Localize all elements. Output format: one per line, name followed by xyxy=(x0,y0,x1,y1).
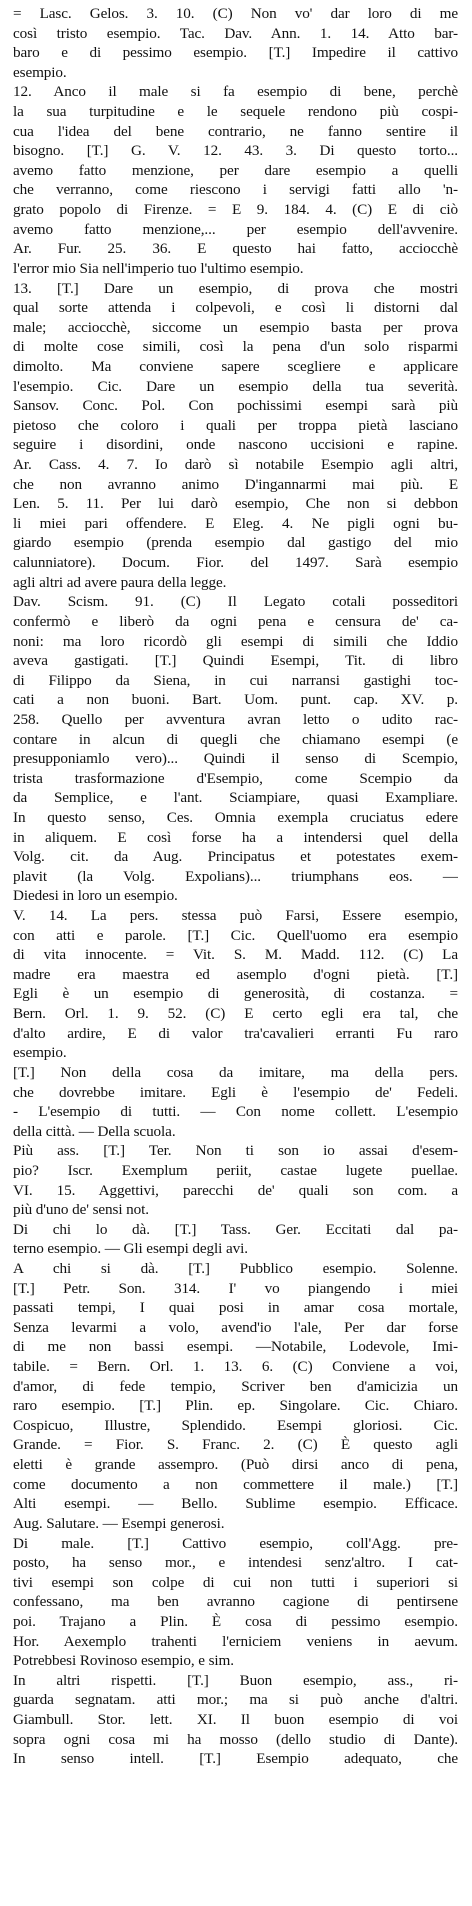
text-line: cua l'idea del bene contrario, ne fanno sentire il xyxy=(13,122,458,140)
text-line: Più ass. [T.] Ter. Non ti son io assai d'esem- xyxy=(13,1142,458,1160)
text-line: 258. Quello per avventura avran letto o udito rac- xyxy=(13,710,458,728)
text-line: contare in alcun di quegli che chiamano esempi (e xyxy=(13,730,458,748)
text-line: la sua turpitudine e le sequele rendono più cospi- xyxy=(13,103,458,121)
text-line: Cospicuo, Illustre, Splendido. Esempi gloriosi. Cic. xyxy=(13,1416,458,1434)
text-line: seguire i disordini, onde nascono uccisioni e rapine. xyxy=(13,436,458,454)
text-line: che dovrebbe imitare. Egli è l'esempio de' Fedeli. xyxy=(13,1083,458,1101)
text-line: grato popolo di Firenze. = E 9. 184. 4. (C) E di ciò xyxy=(13,201,458,219)
text-line: di vita innocente. = Vit. S. M. Madd. 112. (C) La xyxy=(13,946,458,964)
text-line: esempio. xyxy=(13,1044,67,1062)
text-line: V. 14. La pers. stessa può Farsi, Essere esempio, xyxy=(13,907,458,925)
text-line: Dav. Scism. 91. (C) Il Legato cotali posseditori xyxy=(13,593,458,611)
text-line: terno esempio. — Gli esempi degli avi. xyxy=(13,1240,248,1258)
text-line: cati a non buoni. Bart. Uom. punt. cap. XV. p. xyxy=(13,691,458,709)
text-line: che non avranno animo D'ingannarmi mai più. E xyxy=(13,475,458,493)
text-line: baro e di pessimo esempio. [T.] Impedire il cattivo xyxy=(13,44,458,62)
text-line: come documento a non commettere il male.) [T.] xyxy=(13,1475,458,1493)
text-line: in aliquem. E così forse ha a intendersi quel della xyxy=(13,828,458,846)
text-line: tabile. = Bern. Orl. 1. 13. 6. (C) Conviene a voi, xyxy=(13,1358,458,1376)
text-line: Diedesi in loro un esempio. xyxy=(13,887,178,905)
text-line: Hor. Aexemplo trahenti l'erniciem veniens in aevum. xyxy=(13,1632,458,1650)
text-line: Len. 5. 11. Per lui darò esempio, Che non si debbon xyxy=(13,495,458,513)
text-line: con atti e parole. [T.] Cic. Quell'uomo era esempio xyxy=(13,926,458,944)
text-line: l'error mio Sia nell'imperio tuo l'ultimo esempio. xyxy=(13,259,304,277)
text-line: poi. Trajano a Plin. È cosa di pessimo esempio. xyxy=(13,1612,458,1630)
text-line: Senza levarmi a volo, avend'io l'ale, Per dar forse xyxy=(13,1318,458,1336)
text-line: Di male. [T.] Cattivo esempio, coll'Agg. pre- xyxy=(13,1534,458,1552)
text-line: In altri rispetti. [T.] Buon esempio, ass., ri- xyxy=(13,1671,458,1689)
text-line: pietoso che coloro i quali per troppa pietà lasciano xyxy=(13,416,458,434)
text-line: aveva gastigati. [T.] Quindi Esempi, Tit. di libro xyxy=(13,652,458,670)
text-line: [T.] Petr. Son. 314. I' vo piangendo i miei xyxy=(13,1279,458,1297)
text-line: qual sorte attenda i colpevoli, e così li distorni dal xyxy=(13,299,458,317)
text-line: agli altri ad avere paura della legge. xyxy=(13,573,227,591)
text-line: da Semplice, e l'ant. Sciampiare, quasi Exampliare. xyxy=(13,789,458,807)
text-line: Ar. Cass. 4. 7. Io darò sì notabile Esempio agli altri, xyxy=(13,456,458,474)
text-line: Alti esempi. — Bello. Sublime esempio. Efficace. xyxy=(13,1495,458,1513)
text-line: che verranno, come riescono i servigi fatti allo 'n- xyxy=(13,181,458,199)
text-line: avemo fatto menzione,... per esempio dell'avvenire. xyxy=(13,220,458,238)
text-line: plavit (la Volg. Expolians)... triumphans eos. — xyxy=(13,867,458,885)
text-line: presupponiamlo vero)... Quindi il senso di Scempio, xyxy=(13,750,458,768)
text-line: più d'uno de' sensi not. xyxy=(13,1201,149,1219)
text-line: guarda segnatam. atti mor.; ma si può anche d'altri. xyxy=(13,1691,458,1709)
text-line: giardo esempio (prenda esempio dal gastigo del mio xyxy=(13,534,458,552)
text-line: Di chi lo dà. [T.] Tass. Ger. Eccitati dal pa- xyxy=(13,1220,458,1238)
text-line: A chi si dà. [T.] Pubblico esempio. Solenne. xyxy=(13,1260,458,1277)
text-line: Bern. Orl. 1. 9. 52. (C) E certo egli era tal, che xyxy=(13,1005,458,1023)
text-line: Egli è un esempio di generosità, di costanza. = xyxy=(13,985,458,1003)
text-line: esempio. xyxy=(13,63,67,81)
text-line: raro esempio. [T.] Plin. ep. Singolare. Cic. Chiaro. xyxy=(13,1397,458,1415)
text-line: VI. 15. Aggettivi, parecchi de' quali son com. a xyxy=(13,1181,458,1199)
text-line: della città. — Della scuola. xyxy=(13,1122,176,1140)
text-line: di molte cose simili, così la pena d'un solo risparmi xyxy=(13,338,458,356)
text-line: Volg. cit. da Aug. Principatus et potestates exem- xyxy=(13,848,458,866)
text-line: calunniatore). Docum. Fior. del 1497. Sarà esempio xyxy=(13,554,458,572)
text-line: di Filippo da Siena, in cui narransi gastighi toc- xyxy=(13,671,458,689)
text-line: noni: ma loro ricordò gli esempi di simili che Iddio xyxy=(13,632,458,650)
text-line: In senso intell. [T.] Esempio adequato, che xyxy=(13,1750,458,1768)
text-line: confermò e liberò da ogni pena e censura de' ca- xyxy=(13,612,458,630)
text-line: così tristo esempio. Tac. Dav. Ann. 1. 14. Atto bar- xyxy=(13,24,458,42)
text-line: tivi esempi son colpe di cui non tutti i superiori si xyxy=(13,1573,458,1591)
text-line: madre era maestra ed asemplo d'ogni pietà. [T.] xyxy=(13,965,458,983)
text-line: male; acciocchè, siccome un esempio basta per prova xyxy=(13,318,458,336)
text-line: bisogno. [T.] G. V. 12. 43. 3. Di questo torto... xyxy=(13,142,458,160)
text-line: Aug. Salutare. — Esempi generosi. xyxy=(13,1514,225,1532)
text-line: eletti è grande assempro. (Può dirsi anco di pena, xyxy=(13,1456,458,1474)
text-line: l'esempio. Cic. Dare un esempio della tua severità. xyxy=(13,377,458,395)
text-line: sopra ogni cosa mi ha mosso (dello studio di Dante). xyxy=(13,1730,458,1748)
text-line: Grande. = Fior. S. Franc. 2. (C) È questo agli xyxy=(13,1436,458,1454)
text-line: li miei pari offendere. E Eleg. 4. Ne pigli ogni bu- xyxy=(13,514,458,532)
text-line: d'alto ardire, E di valor tra'cavalieri erranti Fu raro xyxy=(13,1024,458,1042)
text-line: = Lasc. Gelos. 3. 10. (C) Non vo' dar loro di me xyxy=(13,5,458,22)
text-line: confessano, ma ben avranno cagione di pentirsene xyxy=(13,1593,458,1611)
text-line: Potrebbesi Rovinoso esempio, e sim. xyxy=(13,1652,234,1670)
text-line: [T.] Non della cosa da imitare, ma della pers. xyxy=(13,1063,458,1081)
text-line: 12. Anco il male si fa esempio di bene, perchè xyxy=(13,83,458,101)
text-line: Ar. Fur. 25. 36. E questo hai fatto, acciocchè xyxy=(13,240,458,258)
text-line: di me non bassi esempi. —Notabile, Lodevole, Imi- xyxy=(13,1338,458,1356)
text-line: Giambull. Stor. lett. XI. Il buon esempio di voi xyxy=(13,1711,458,1729)
text-line: trista trasformazione d'Esempio, come Scempio da xyxy=(13,769,458,787)
text-line: Sansov. Conc. Pol. Con pochissimi esempi sarà più xyxy=(13,397,458,415)
text-line: passati tempi, I quai posi in amar cosa mortale, xyxy=(13,1299,458,1317)
text-line: d'amor, di fede tempio, Scriver ben d'amicizia un xyxy=(13,1377,458,1395)
text-line: - L'esempio di tutti. — Con nome collett. L'esempio xyxy=(13,1103,458,1121)
text-line: dimolto. Ma conviene sapere scegliere e applicare xyxy=(13,357,458,375)
text-line: posto, ha senso mor., e intendesi senz'altro. I cat- xyxy=(13,1554,458,1572)
text-line: avemo fatto menzione, per dare esempio a quelli xyxy=(13,161,458,179)
text-line: In questo senso, Ces. Omnia exempla cruciatus edere xyxy=(13,808,458,826)
text-line: 13. [T.] Dare un esempio, di prova che mostri xyxy=(13,279,458,297)
text-line: pio? Iscr. Exemplum periit, castae lugete puellae. xyxy=(13,1161,458,1179)
